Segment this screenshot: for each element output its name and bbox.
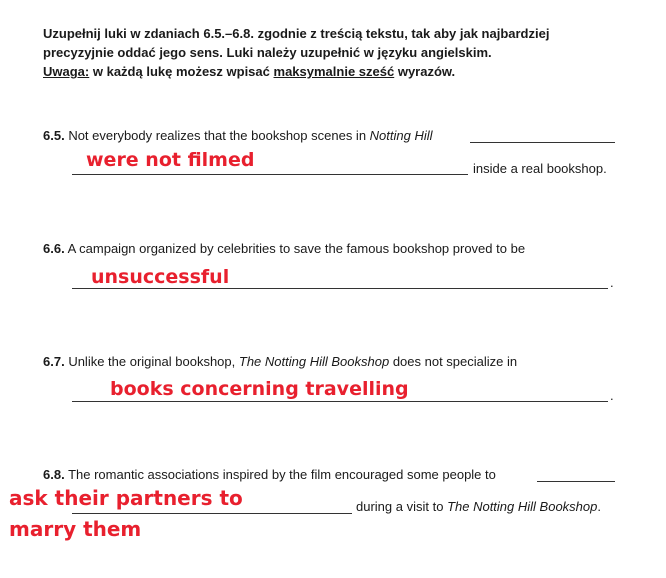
question-6-8-line-1 — [43, 467, 496, 482]
answer-line-6-5-a — [470, 142, 615, 143]
question-text: Unlike the original bookshop, — [68, 354, 236, 369]
question-6-6-line-1 — [43, 241, 525, 256]
answer-6-5[interactable]: were not filmed — [86, 149, 255, 171]
question-number: 6.8. — [43, 467, 65, 482]
question-6-5-line-2: inside a real bookshop. — [473, 161, 607, 176]
answer-line-6-5-b — [72, 174, 468, 175]
instructions-line-1: Uzupełnij luki w zdaniach 6.5.–6.8. zgodnie z treścią tekstu, tak aby jak najbardziej — [43, 26, 550, 41]
question-title: The Notting Hill Bookshop — [238, 354, 390, 369]
answer-line-6-8-a — [537, 481, 615, 482]
note-emphasis: maksymalnie sześć — [273, 64, 395, 79]
instructions-line-2: precyzyjnie oddać jego sens. Luki należy uzupełnić w języku angielskim. — [43, 45, 492, 60]
note-label: Uwaga: — [43, 64, 90, 79]
answer-6-8-line-2[interactable]: marry them — [9, 517, 142, 541]
note-text-1: w każdą lukę możesz wpisać — [92, 64, 270, 79]
question-6-7-end: . — [610, 388, 614, 403]
question-text-middle: does not specialize in — [392, 354, 518, 369]
question-title: The Notting Hill Bookshop — [447, 499, 598, 514]
question-text: Not everybody realizes that the bookshop scenes in — [68, 128, 367, 143]
question-number: 6.5. — [43, 128, 65, 143]
question-text: A campaign organized by celebrities to save the famous bookshop proved to be — [67, 241, 526, 256]
answer-line-6-8-b — [72, 513, 352, 514]
answer-6-6[interactable]: unsuccessful — [91, 266, 230, 288]
answer-6-7[interactable]: books concerning travelling — [110, 378, 409, 400]
question-title: Notting Hill — [369, 128, 433, 143]
instructions-note — [43, 62, 455, 82]
question-6-7-line-1 — [43, 354, 517, 369]
question-number: 6.7. — [43, 354, 65, 369]
question-6-8-line-2 — [356, 499, 601, 514]
question-text-after: during a visit to — [356, 499, 444, 514]
answer-line-6-6 — [72, 288, 608, 289]
question-number: 6.6. — [43, 241, 65, 256]
question-6-6-end: . — [610, 275, 614, 290]
question-end: . — [597, 499, 601, 514]
note-text-2: wyrazów. — [397, 64, 456, 79]
question-text: The romantic associations inspired by the film encouraged some people to — [68, 467, 496, 482]
question-6-5-line-1 — [43, 128, 433, 143]
answer-6-8-line-1[interactable]: ask their partners to — [9, 486, 243, 510]
answer-line-6-7 — [72, 401, 608, 402]
